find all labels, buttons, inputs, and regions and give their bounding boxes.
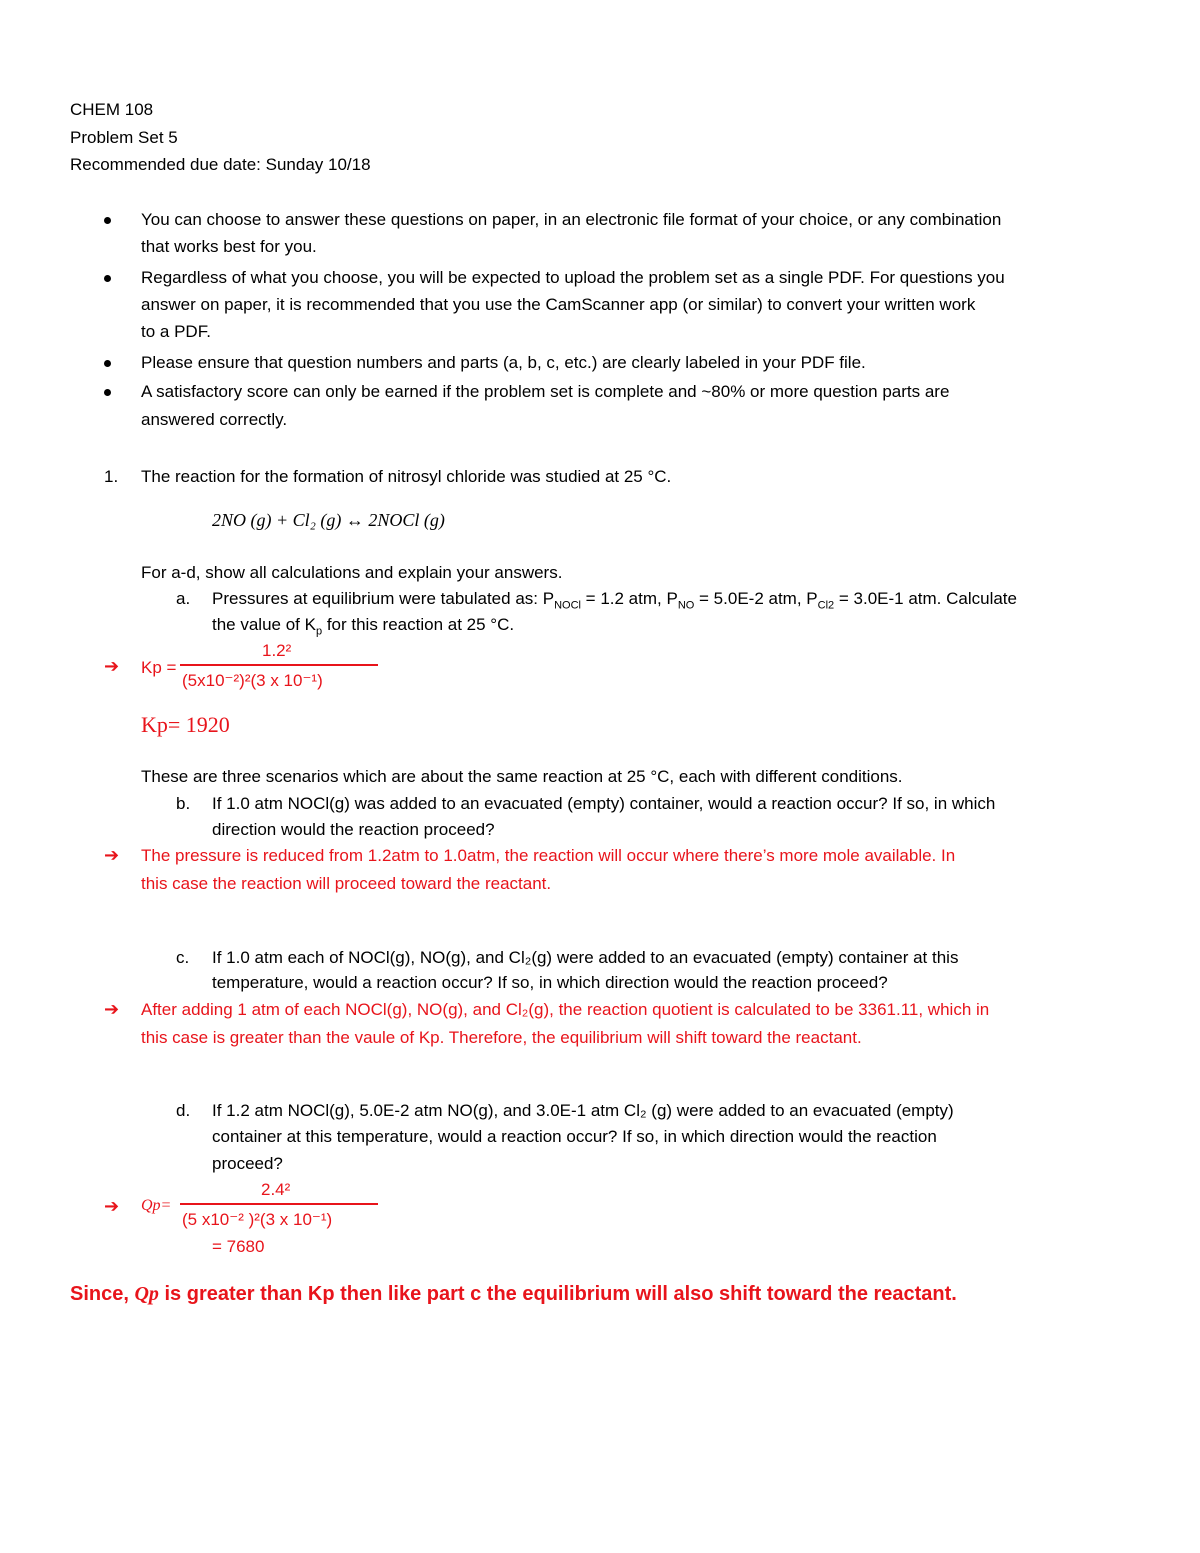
bullet-dot-icon (104, 360, 111, 367)
part-c-line2: temperature, would a reaction occur? If so, in which direction would the reaction proceed? (212, 973, 888, 992)
conclusion: Since, Qp is greater than Kp then like part c the equilibrium will also shift toward the reactant. (70, 1283, 957, 1305)
part-b-line2: direction would the reaction proceed? (212, 820, 495, 839)
instruction-4-line2: answered correctly. (141, 410, 288, 429)
part-d-line2: container at this temperature, would a reaction occur? If so, in which direction would the reaction (212, 1127, 937, 1146)
question-instruction: For a-d, show all calculations and explain your answers. (141, 563, 563, 582)
instruction-3-line1: Please ensure that question numbers and parts (a, b, c, etc.) are clearly labeled in your PDF file. (141, 353, 866, 372)
instruction-4-line1: A satisfactory score can only be earned if the problem set is complete and ~80% or more question parts are (141, 382, 950, 401)
bullet-dot-icon (104, 275, 111, 282)
fraction-bar (180, 1203, 378, 1205)
part-d-letter: d. (176, 1101, 191, 1120)
course-title: CHEM 108 (70, 100, 154, 119)
bullet-dot-icon (104, 217, 111, 224)
answer-a-result: Kp= 1920 (141, 712, 230, 737)
answer-d-result: = 7680 (212, 1237, 265, 1256)
scenarios-intro: These are three scenarios which are about the same reaction at 25 °C, each with different conditions. (141, 767, 903, 786)
answer-a-label: Kp = (141, 658, 177, 677)
part-a-line2: the value of $K_p$ for this reaction at 25 °C. (212, 615, 515, 638)
reaction-equation: 2NO (g) + Cl₂ (g) ↔ 2NOCl (g) (212, 510, 445, 530)
part-c-line1: If 1.0 atm each of NOCl(g), NO(g), and Cl₂(g) were added to an evacuated (empty) container at this (212, 948, 959, 967)
answer-c-line1: After adding 1 atm of each NOCl(g), NO(g), and Cl₂(g), the reaction quotient is calculated to be 3361.11, which in (141, 1000, 990, 1019)
right-arrow-icon: ➔ (104, 999, 120, 1019)
answer-a-numerator: 1.2² (262, 641, 292, 660)
right-arrow-icon: ➔ (104, 1196, 120, 1216)
answer-b-line2: this case the reaction will proceed toward the reactant. (141, 874, 552, 893)
instruction-2-line1: Regardless of what you choose, you will be expected to upload the problem set as a single PDF. For questions you (141, 268, 1005, 287)
answer-a-denominator: (5x10⁻²)²(3 x 10⁻¹) (182, 671, 323, 690)
part-a-letter: a. (176, 589, 191, 608)
part-c-letter: c. (176, 948, 190, 967)
answer-d-label: Qp= (141, 1197, 172, 1214)
question-text: The reaction for the formation of nitrosyl chloride was studied at 25 °C. (141, 467, 672, 486)
problem-set-title: Problem Set 5 (70, 128, 178, 147)
answer-c-line2: this case is greater than the vaule of Kp. Therefore, the equilibrium will shift toward the reactant. (141, 1028, 862, 1047)
fraction-bar (180, 664, 378, 666)
answer-b-line1: The pressure is reduced from 1.2atm to 1.0atm, the reaction will occur where there’s more mole available. In (141, 846, 956, 865)
answer-d-denominator: (5 x10⁻² )²(3 x 10⁻¹) (182, 1210, 333, 1229)
part-b-letter: b. (176, 794, 191, 813)
due-date: Recommended due date: Sunday 10/18 (70, 155, 371, 174)
part-d-line1: If 1.2 atm NOCl(g), 5.0E-2 atm NO(g), and 3.0E-1 atm Cl₂ (g) were added to an evacuated (empty) (212, 1101, 954, 1120)
bullet-dot-icon (104, 389, 111, 396)
instruction-2-line3: to a PDF. (141, 322, 211, 341)
part-d-line3: proceed? (212, 1154, 283, 1173)
right-arrow-icon: ➔ (104, 656, 120, 676)
part-a-line1: Pressures at equilibrium were tabulated as: $P_{NOCl} = 1.2$ atm, $P_{NO} = 5.0E-2$ atm, $P_{Cl2} = 3.0E-1$ atm. Calculate (212, 589, 1017, 612)
instruction-1-line1: You can choose to answer these questions on paper, in an electronic file format of your choice, or any combination (141, 210, 1002, 229)
right-arrow-icon: ➔ (104, 845, 120, 865)
question-number: 1. (104, 467, 119, 486)
instruction-2-line2: answer on paper, it is recommended that you use the CamScanner app (or similar) to convert your written work (141, 295, 976, 314)
part-b-line1: If 1.0 atm NOCl(g) was added to an evacuated (empty) container, would a reaction occur? If so, in which (212, 794, 996, 813)
instruction-1-line2: that works best for you. (141, 237, 317, 256)
answer-d-numerator: 2.4² (261, 1180, 291, 1199)
